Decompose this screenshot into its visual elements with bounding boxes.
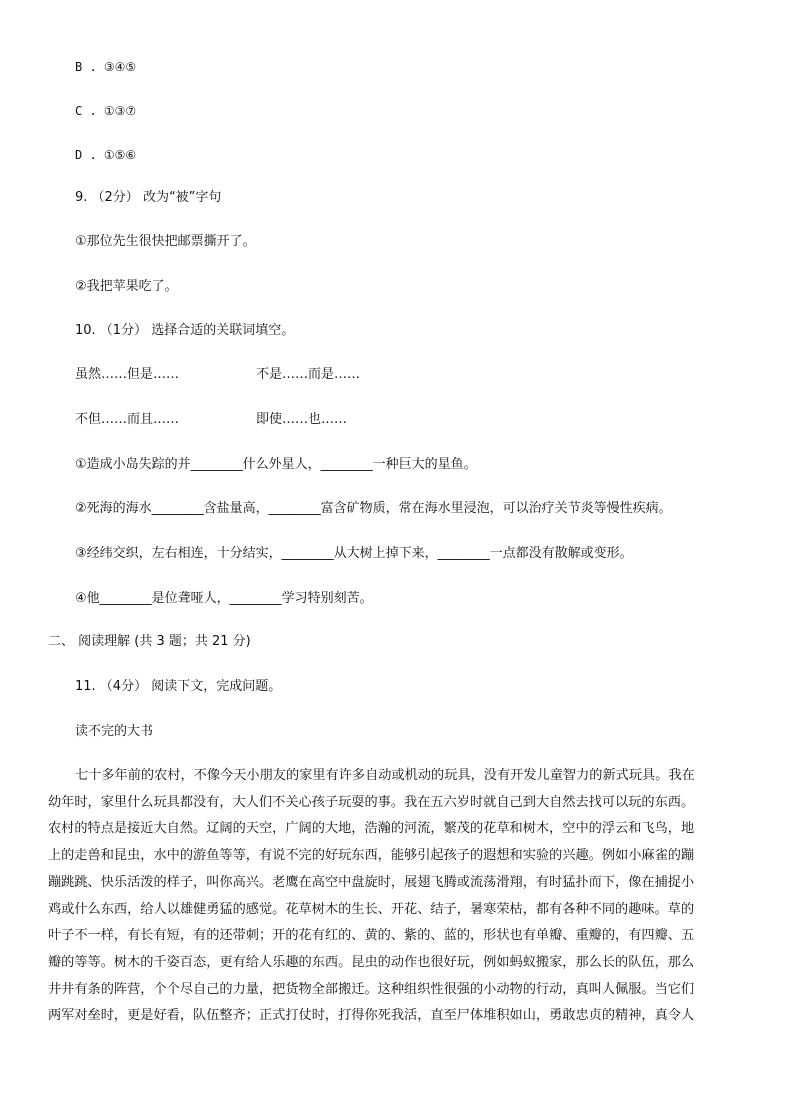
passage-line: 农村的特点是接近大自然。辽阔的天空，广阔的大地，浩瀚的河流，繁茂的花草和树木，空中的浮云和飞鸟，地 [48, 821, 695, 837]
conjunction-choice-2: 不是……而是…… [256, 367, 361, 382]
question-9-item-1: ①那位先生很快把邮票撕开了。 [75, 234, 256, 249]
conjunction-choice-1: 虽然……但是…… [75, 367, 180, 382]
option-b: B . ③④⑤ [75, 60, 137, 74]
passage-line: 七十多年前的农村，不像今天小朋友的家里有许多自动或机动的玩具，没有开发儿童智力的新式玩具。我在 [75, 768, 695, 783]
passage-line: 蹦跳跳、快乐活泼的样子，叫你高兴。老鹰在高空中盘旋时，展翅飞腾或流荡滑翔，有时猛扑而下，像在捕捉小 [48, 874, 695, 890]
passage-line: 叶子不一样，有长有短，有的还带刺；开的花有红的、黄的、紫的、蓝的，形状也有单瓣、重瓣的，有四瓣、五 [48, 928, 695, 944]
question-10-item-2: ②死海的海水________含盐量高，________富含矿物质，常在海水里浸泡，可以治疗关节炎等慢性疾病。 [75, 501, 672, 516]
passage-line: 鸡或什么东西，给人以雄健勇猛的感觉。花草树木的生长、开花、结子，暑寒荣枯，都有各种不同的趣味。草的 [48, 901, 695, 917]
question-11-heading: 11. （4分） 阅读下文，完成问题。 [75, 679, 282, 694]
passage-line: 上的走兽和昆虫，水中的游鱼等等，有说不完的好玩东西，能够引起孩子的遐想和实验的兴趣。例如小麻雀的蹦 [48, 848, 695, 864]
section-2-heading: 二、 阅读理解 (共 3 题；共 21 分) [48, 634, 251, 649]
question-9-item-2: ②我把苹果吃了。 [75, 279, 178, 294]
option-d: D . ①⑤⑥ [75, 148, 137, 162]
question-10-item-4: ④他________是位聋哑人，________学习特别刻苦。 [75, 591, 373, 606]
passage-line: 瓣的等等。树木的千姿百态，更有给人乐趣的东西。昆虫的动作也很好玩，例如蚂蚁搬家，那么长的队伍，那么 [48, 954, 695, 970]
question-10-item-1: ①造成小岛失踪的并________什么外星人，________一种巨大的星鱼。 [75, 457, 477, 472]
passage-line: 井井有条的阵营，个个尽自己的力量，把货物全部搬迁。这种组织性很强的小动物的行动，真叫人佩服。当它们 [48, 981, 695, 997]
passage-body [48, 763, 738, 1030]
question-10-heading: 10. （1分） 选择合适的关联词填空。 [75, 323, 295, 338]
passage-title: 读不完的大书 [75, 724, 154, 739]
passage-line: 幼年时，家里什么玩具都没有，大人们不关心孩子玩耍的事。我在五六岁时就自己到大自然去找可以玩的东西。 [48, 794, 695, 810]
question-10-item-3: ③经纬交织，左右相连，十分结实，________从大树上掉下来，________一点都没有散解或变形。 [75, 546, 633, 561]
conjunction-choice-4: 即使……也…… [256, 412, 348, 427]
passage-line: 两军对垒时，更是好看，队伍整齐；正式打仗时，打得你死我活，直至尸体堆积如山，勇敢忠贞的精神，真令人 [48, 1008, 695, 1024]
conjunction-choice-3: 不但……而且…… [75, 412, 180, 427]
question-9-heading: 9. （2分） 改为“被”字句 [75, 190, 222, 205]
option-c: C . ①③⑦ [75, 104, 137, 118]
